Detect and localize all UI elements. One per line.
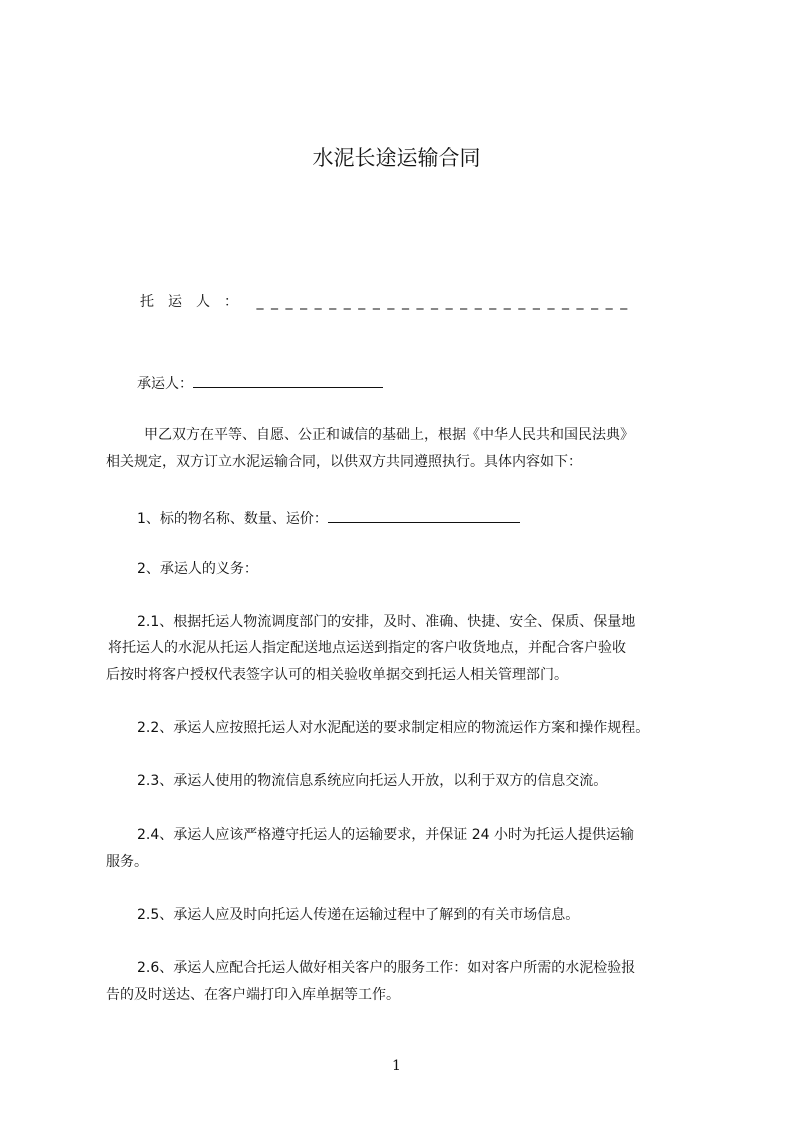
clause-2-4-line-1: 2.4、承运人应该严格遵守托运人的运输要求，并保证 24 小时为托运人提供运输 xyxy=(137,827,634,843)
clause-2-1-line-1: 2.1、根据托运人物流调度部门的安排，及时、准确、快捷、安全、保质、保量地 xyxy=(137,614,636,630)
clause-2-5-line-1: 2.5、承运人应及时向托运人传递在运输过程中了解到的有关市场信息。 xyxy=(137,907,580,923)
clause-1-blank xyxy=(328,506,520,523)
intro-line-1: 甲乙双方在平等、自愿、公正和诚信的基础上，根据《中华人民共和国民法典》 xyxy=(144,427,634,443)
shipper-label: 托运人： xyxy=(140,294,252,310)
clause-2-4-line-2: 服务。 xyxy=(106,854,148,870)
clause-1-line xyxy=(137,506,520,529)
shipper-blank: _ _ _ _ _ _ _ _ _ _ _ _ _ _ _ _ _ _ _ _ _ _ _ _ _ _ xyxy=(256,294,629,310)
carrier-label: 承运人： xyxy=(137,376,193,392)
clause-2-6-line-2: 告的及时送达、在客户端打印入库单据等工作。 xyxy=(106,987,400,1003)
clause-2-1-line-2: 将托运人的水泥从托运人指定配送地点运送到指定的客户收货地点，并配合客户验收 xyxy=(108,640,626,656)
carrier-blank xyxy=(193,371,383,388)
carrier-line xyxy=(137,371,383,394)
clause-2-1-line-3: 后按时将客户授权代表签字认可的相关验收单据交到托运人相关管理部门。 xyxy=(106,667,568,683)
clause-1-text: 1、标的物名称、数量、运价： xyxy=(137,511,328,527)
clause-2-3-line-1: 2.3、承运人使用的物流信息系统应向托运人开放，以利于双方的信息交流。 xyxy=(137,773,608,789)
clause-2-heading: 2、承运人的义务： xyxy=(137,561,258,577)
page-number: 1 xyxy=(392,1058,401,1074)
intro-line-2: 相关规定，双方订立水泥运输合同，以供双方共同遵照执行。具体内容如下： xyxy=(106,454,582,470)
clause-2-6-line-1: 2.6、承运人应配合托运人做好相关客户的服务工作：如对客户所需的水泥检验报 xyxy=(137,960,636,976)
clause-2-2-line-1: 2.2、承运人应按照托运人对水泥配送的要求制定相应的物流运作方案和操作规程。 xyxy=(137,720,650,736)
document-title: 水泥长途运输合同 xyxy=(312,146,481,170)
shipper-line xyxy=(140,292,629,312)
